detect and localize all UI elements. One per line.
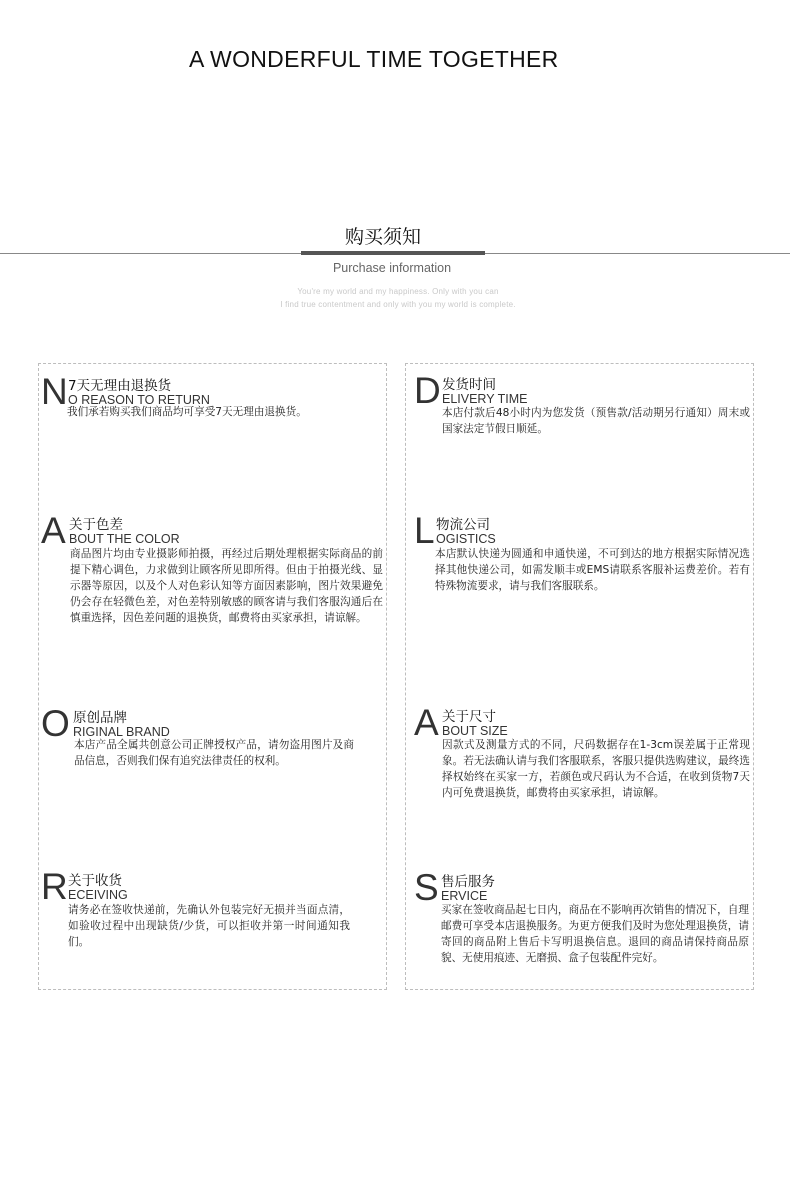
info-item-original-brand [41,705,386,775]
item-description: 本店产品全属共创意公司正牌授权产品，请勿盗用图片及商品信息，否则我们保有追究法律责任的权利。 [74,739,354,767]
info-item-about-color [41,512,386,647]
heading-underline [301,251,485,255]
item-title-en: OGISTICS [436,532,496,546]
item-title-zh: 关于色差 [69,517,123,533]
initial-letter: R [41,866,68,907]
item-title-zh: 原创品牌 [73,710,127,726]
info-item-about-size [414,704,754,824]
tagline-line-1: You're my world and my happiness. Only with you can [297,287,499,296]
initial-letter: N [41,371,68,412]
initial-letter: O [41,703,70,744]
tagline-line-2: I find true contentment and only with you my world is complete. [280,300,516,309]
item-title-en: O REASON TO RETURN [68,393,210,407]
item-description: 本店付款后48小时内为您发货（预售款/活动期另行通知）周末或国家法定节假日顺延。 [442,407,750,435]
section-title [0,222,790,249]
info-item-logistics [414,512,754,597]
info-item-delivery-time [414,372,754,442]
initial-letter: L [414,510,435,551]
initial-letter: D [414,370,441,411]
item-description: 请务必在签收快递前，先确认外包装完好无损并当面点清，如验收过程中出现缺货/少货，可以拒收并第一时间通知我们。 [68,904,350,948]
item-description: 我们承若购买我们商品均可享受7天无理由退换货。 [67,406,307,418]
initial-letter: A [414,702,439,743]
item-title-zh: 发货时间 [442,377,496,393]
item-title-zh: 售后服务 [441,874,495,890]
item-title-zh: 关于收货 [68,873,122,889]
info-item-after-sales-service [414,869,754,984]
item-description: 本店默认快递为圆通和申通快递，不可到达的地方根据实际情况选择其他快递公司，如需发顺丰或EMS请联系客服补运费差价。若有特殊物流要求，请与我们客服联系。 [435,548,750,592]
item-title-zh: 7天无理由退换货 [68,378,172,394]
section-subtitle: Purchase information [332,261,452,275]
item-description: 商品图片均由专业摄影师拍摄，再经过后期处理根据实际商品的前提下精心调色，力求做到让顾客所见即所得。但由于拍摄光线、显示器等原因，以及个人对色彩认知等方面因素影响，图片效果避免仍会存在轻微色差，对色差特别敏感的顾客请与我们客服沟通后在慎重选择，因色差问题的退换货，邮费将由买家承担，请谅解。 [70,548,383,624]
item-title-en: BOUT THE COLOR [69,532,180,546]
item-title-zh: 物流公司 [436,517,490,533]
section-title-text: 购买须知 [344,226,421,248]
item-description: 买家在签收商品起七日内，商品在不影响再次销售的情况下，自理邮费可享受本店退换服务。为更方便我们及时为您处理退换货，请寄回的商品附上售后卡写明退换信息。退回的商品请保持商品原貌、无使用痕迹、无磨损、盒子包装配件完好。 [441,904,749,964]
item-title-en: ELIVERY TIME [442,392,528,406]
initial-letter: S [414,867,439,908]
page-title: A WONDERFUL TIME TOGETHER [189,46,559,72]
info-item-receiving [41,868,386,953]
info-item-no-reason-return [41,373,386,433]
item-description: 因款式及测量方式的不同，尺码数据存在1-3cm误差属于正常现象。若无法确认请与我们客服联系，客服只提供选购建议，最终选择权始终在买家一方，若颜色或尺码认为不合适，在收到货物7天内可免费退换货，邮费将由买家承担，请谅解。 [442,739,750,799]
item-title-en: RIGINAL BRAND [73,725,170,739]
item-title-en: BOUT SIZE [442,724,508,738]
item-title-en: ERVICE [441,889,488,903]
item-title-en: ECEIVING [68,888,128,902]
initial-letter: A [41,510,66,551]
item-title-zh: 关于尺寸 [442,709,496,725]
